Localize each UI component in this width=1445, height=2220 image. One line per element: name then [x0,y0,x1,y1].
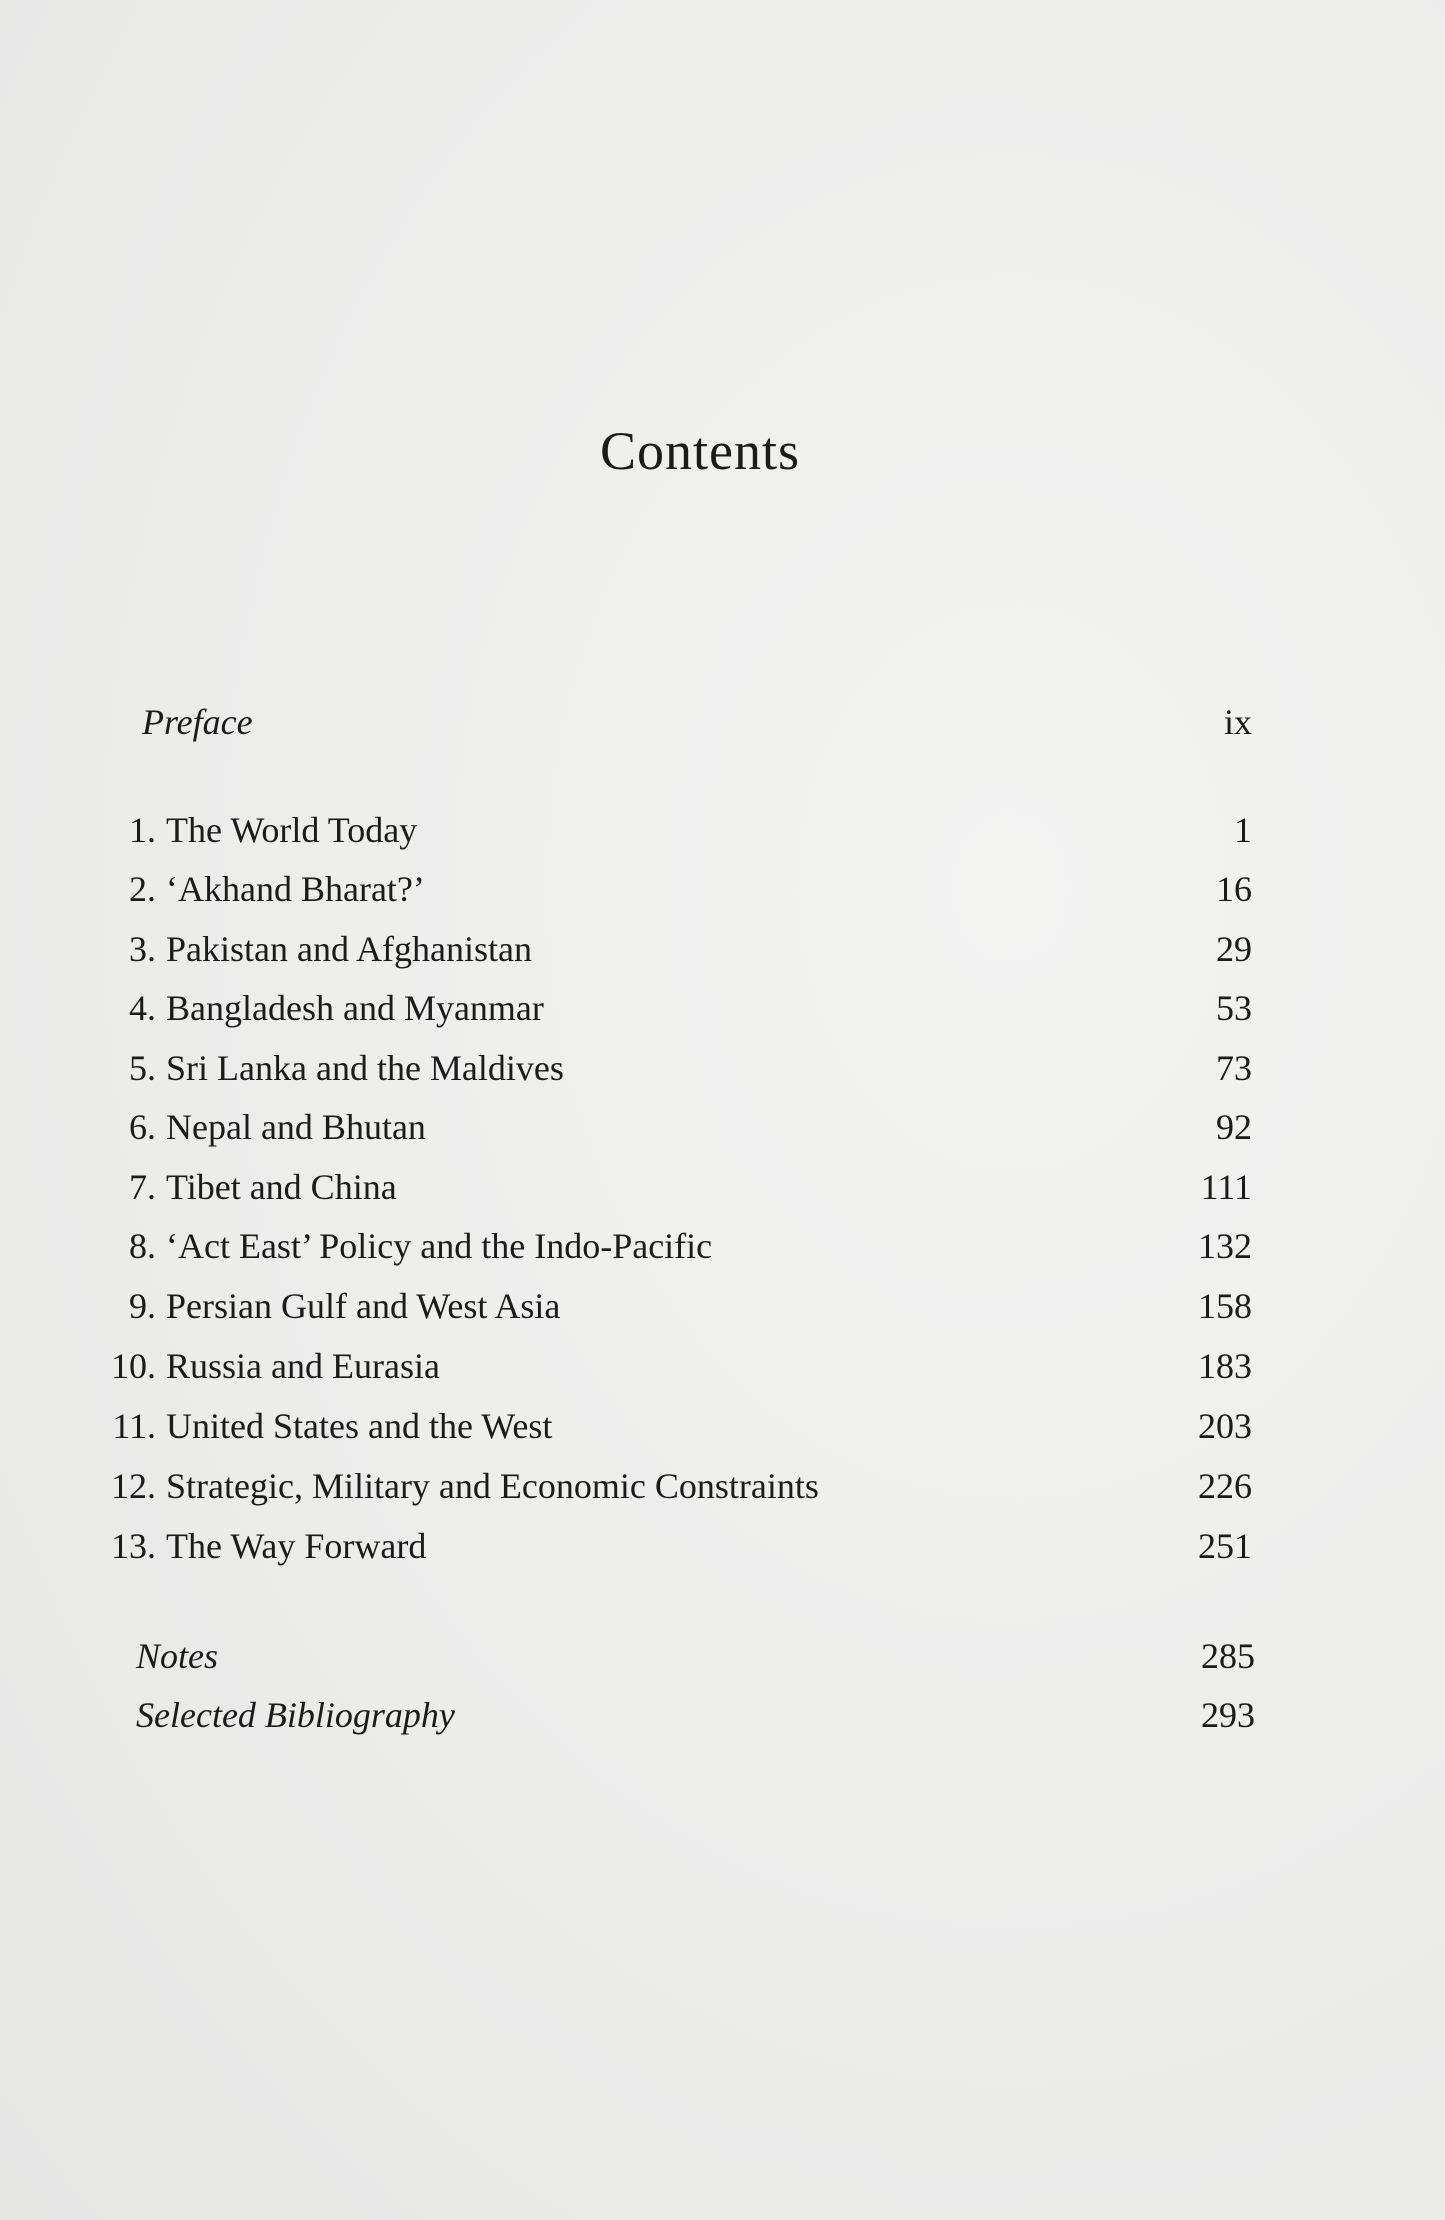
toc-entry-preface[interactable] [142,697,1252,747]
chapter-title: Strategic, Military and Economic Constraints [166,1466,819,1506]
toc-page-number: 226 [1198,1466,1252,1506]
chapter-number: 4. [129,988,156,1028]
toc-entry-label: Selected Bibliography [136,1695,455,1735]
toc-entry-label: Notes [136,1636,219,1676]
chapter-title: Persian Gulf and West Asia [166,1286,561,1326]
chapter-title: ‘Act East’ Policy and the Indo-Pacific [166,1226,713,1266]
toc-entry-chapter-11[interactable] [100,1401,1252,1451]
toc-entry-chapter-10[interactable] [100,1341,1252,1391]
toc-entry-chapter-9[interactable] [100,1281,1252,1331]
chapter-title: Sri Lanka and the Maldives [166,1048,564,1088]
toc-page-number: ix [1223,702,1252,742]
chapter-number: 3. [129,929,156,969]
chapter-title: Russia and Eurasia [166,1346,440,1386]
toc-page-number: 251 [1198,1526,1252,1566]
toc-page-number: 293 [1201,1695,1255,1735]
toc-page-number: 111 [1200,1167,1252,1207]
toc-entry-chapter-3[interactable] [100,924,1252,974]
page-title: Contents [599,421,800,481]
toc-page-number: 285 [1201,1636,1255,1676]
toc-entry-chapter-7[interactable] [100,1162,1252,1212]
toc-entry-chapter-2[interactable] [100,864,1252,914]
chapter-number: 13. [111,1526,156,1566]
toc-entry-label: Preface [142,702,253,742]
chapter-number: 2. [129,869,156,909]
toc-page-number: 203 [1198,1406,1252,1446]
toc-page-number: 132 [1198,1226,1252,1266]
toc-page-number: 92 [1216,1107,1252,1147]
toc-page-number: 73 [1216,1048,1252,1088]
chapter-title: The Way Forward [166,1526,427,1566]
chapter-title: Bangladesh and Myanmar [166,988,544,1028]
toc-entry-chapter-8[interactable] [100,1221,1252,1271]
toc-page-number: 183 [1198,1346,1252,1386]
toc-page-number: 53 [1216,988,1252,1028]
toc-entry-chapter-1[interactable] [100,805,1252,855]
toc-page-number: 1 [1234,810,1252,850]
chapter-title: Pakistan and Afghanistan [166,929,532,969]
chapter-number: 5. [129,1048,156,1088]
chapter-number: 6. [129,1107,156,1147]
toc-entry-selected-bibliography[interactable] [136,1690,1255,1740]
chapter-title: The World Today [166,810,418,850]
chapter-title: ‘Akhand Bharat?’ [166,869,425,909]
toc-entry-chapter-5[interactable] [100,1043,1252,1093]
chapter-title: United States and the West [166,1406,553,1446]
chapter-title: Tibet and China [166,1167,397,1207]
chapter-number: 7. [129,1167,156,1207]
toc-page-number: 16 [1216,869,1252,909]
chapter-number: 9. [129,1286,156,1326]
toc-entry-chapter-13[interactable] [100,1521,1252,1571]
chapter-title: Nepal and Bhutan [166,1107,426,1147]
chapter-number: 8. [129,1226,156,1266]
chapter-number: 10. [111,1346,156,1386]
toc-page-number: 158 [1198,1286,1252,1326]
chapter-number: 11. [112,1406,156,1446]
toc-entry-notes[interactable] [136,1631,1255,1681]
toc-entry-chapter-6[interactable] [100,1102,1252,1152]
chapter-number: 12. [111,1466,156,1506]
toc-page-number: 29 [1216,929,1252,969]
toc-entry-chapter-12[interactable] [100,1461,1252,1511]
toc-entry-chapter-4[interactable] [100,983,1252,1033]
chapter-number: 1. [129,810,156,850]
